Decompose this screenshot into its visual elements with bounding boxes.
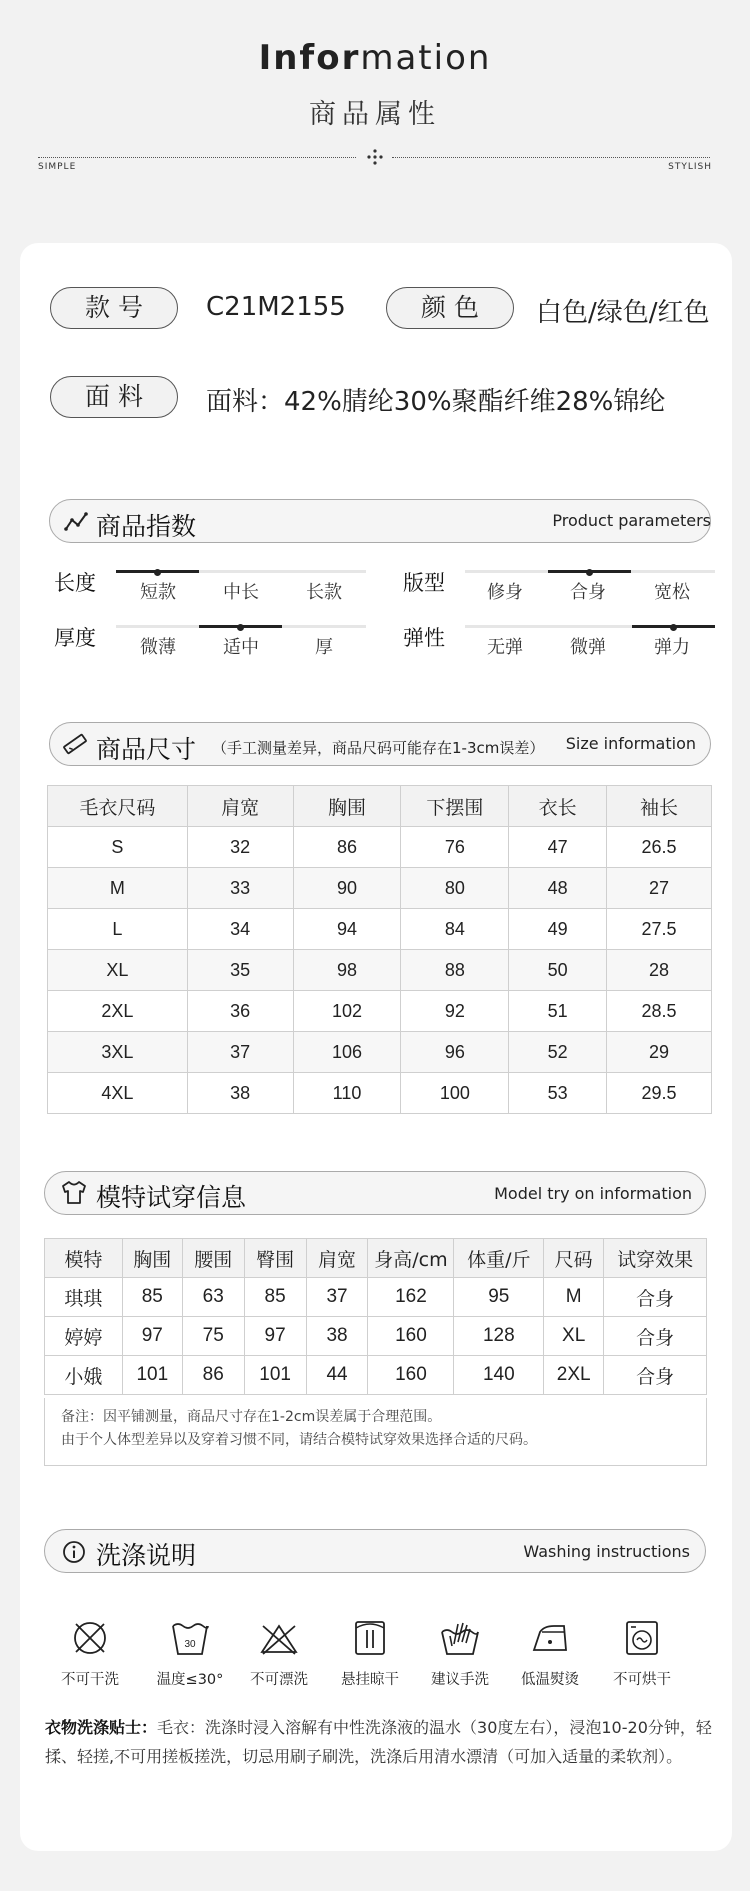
table-cell: 35 <box>187 950 293 991</box>
table-cell: 合身 <box>604 1278 707 1317</box>
size-header-cell: 下摆围 <box>401 786 509 827</box>
table-cell: 44 <box>306 1356 368 1395</box>
divider-left <box>38 157 356 158</box>
table-row <box>48 950 712 991</box>
table-cell: 4XL <box>48 1073 188 1114</box>
table-cell: 51 <box>509 991 607 1032</box>
thickness-option: 适中 <box>223 637 259 658</box>
table-cell: 85 <box>244 1278 306 1317</box>
washing-tips <box>45 1713 725 1771</box>
fit-marker <box>586 569 593 576</box>
table-header-row <box>45 1239 707 1278</box>
table-row <box>48 1073 712 1114</box>
table-row <box>48 991 712 1032</box>
table-row <box>45 1317 707 1356</box>
table-row <box>45 1278 707 1317</box>
page-subtitle: 商品属性 <box>309 99 441 130</box>
shirt-icon <box>60 1180 88 1206</box>
table-cell: 85 <box>122 1278 182 1317</box>
table-cell: 92 <box>401 991 509 1032</box>
table-cell: 80 <box>401 868 509 909</box>
table-cell: 47 <box>509 827 607 868</box>
table-cell: 37 <box>187 1032 293 1073</box>
table-header-row <box>48 786 712 827</box>
hang-dry-icon <box>348 1618 392 1658</box>
size-note: （手工测量差异，商品尺码可能存在1-3cm误差） <box>212 739 545 757</box>
table-cell: 2XL <box>48 991 188 1032</box>
wash-item <box>505 1618 595 1689</box>
washing-tips-text: 毛衣：洗涤时浸入溶解有中性洗涤液的温水（30度左右），浸泡10-20分钟，轻揉、轻搓,不可用搓板搓洗，切忌用刷子刷洗，洗涤后用清水漂清（可加入适量的柔软剂）。 <box>45 1718 712 1766</box>
thickness-marker <box>237 624 244 631</box>
wash-item <box>145 1618 235 1689</box>
elasticity-option: 无弹 <box>487 637 523 658</box>
table-row <box>45 1356 707 1395</box>
wash-temp-text: 30 <box>184 1639 196 1650</box>
wash-label: 低温熨烫 <box>521 1672 579 1688</box>
table-row <box>48 1032 712 1073</box>
model-note <box>44 1398 707 1466</box>
length-option: 短款 <box>140 582 176 603</box>
table-cell: 28 <box>607 950 712 991</box>
table-cell: 27 <box>607 868 712 909</box>
model-header-cell: 胸围 <box>122 1239 182 1278</box>
table-cell: 76 <box>401 827 509 868</box>
color-value: 白色/绿色/红色 <box>536 298 710 328</box>
wash-label: 温度≤30° <box>156 1672 224 1688</box>
table-cell: 婷婷 <box>45 1317 123 1356</box>
table-cell: 97 <box>244 1317 306 1356</box>
wash-label: 不可烘干 <box>613 1672 671 1688</box>
size-title: 商品尺寸 <box>96 735 197 764</box>
length-label: 长度 <box>54 571 96 595</box>
table-cell: 2XL <box>544 1356 604 1395</box>
page-title: Information <box>258 38 492 78</box>
table-cell: 102 <box>293 991 401 1032</box>
length-option: 中长 <box>223 582 259 603</box>
table-cell: 29.5 <box>607 1073 712 1114</box>
model-header-cell: 体重/斤 <box>454 1239 544 1278</box>
table-cell: 3XL <box>48 1032 188 1073</box>
wash-label: 悬挂晾干 <box>341 1672 399 1688</box>
table-cell: L <box>48 909 188 950</box>
wash-item <box>234 1618 324 1689</box>
table-cell: 160 <box>368 1317 454 1356</box>
table-cell: 52 <box>509 1032 607 1073</box>
ruler-icon <box>62 732 88 756</box>
style-number-label: 款号 <box>50 287 178 329</box>
table-cell: M <box>544 1278 604 1317</box>
size-header-cell: 毛衣尺码 <box>48 786 188 827</box>
model-header-cell: 身高/cm <box>368 1239 454 1278</box>
simple-tag: SIMPLE <box>38 162 77 172</box>
table-cell: S <box>48 827 188 868</box>
model-header-cell: 尺码 <box>544 1239 604 1278</box>
table-cell: 48 <box>509 868 607 909</box>
model-note-line: 由于个人体型差异以及穿着习惯不同，请结合模特试穿效果选择合适的尺码。 <box>61 1432 537 1448</box>
table-cell: 95 <box>454 1278 544 1317</box>
model-header-cell: 臀围 <box>244 1239 306 1278</box>
low-iron-icon <box>528 1618 572 1658</box>
wash-item <box>597 1618 687 1689</box>
table-row <box>48 827 712 868</box>
table-cell: 合身 <box>604 1317 707 1356</box>
params-title: 商品指数 <box>96 512 197 541</box>
elasticity-option: 弹力 <box>654 637 690 658</box>
table-cell: 26.5 <box>607 827 712 868</box>
table-cell: 140 <box>454 1356 544 1395</box>
table-cell: 110 <box>293 1073 401 1114</box>
cross-ornament-icon <box>366 148 384 166</box>
washing-title: 洗涤说明 <box>96 1541 197 1570</box>
table-cell: 160 <box>368 1356 454 1395</box>
model-header-cell: 试穿效果 <box>604 1239 707 1278</box>
divider-right <box>392 157 710 158</box>
wash-label: 不可漂洗 <box>250 1672 308 1688</box>
model-title-en: Model try on information <box>494 1184 692 1203</box>
style-number-value: C21M2155 <box>206 292 346 322</box>
table-cell: 162 <box>368 1278 454 1317</box>
size-header-cell: 袖长 <box>607 786 712 827</box>
washing-tips-label: 衣物洗涤贴士： <box>45 1718 158 1737</box>
table-cell: 88 <box>401 950 509 991</box>
stylish-tag: STYLISH <box>668 162 712 172</box>
table-cell: 53 <box>509 1073 607 1114</box>
table-cell: 33 <box>187 868 293 909</box>
thickness-option: 微薄 <box>140 637 176 658</box>
table-cell: 合身 <box>604 1356 707 1395</box>
table-cell: 37 <box>306 1278 368 1317</box>
size-header-cell: 肩宽 <box>187 786 293 827</box>
fabric-value: 面料：42%腈纶30%聚酯纤维28%锦纶 <box>206 387 666 417</box>
fit-option: 合身 <box>570 582 606 603</box>
wash-item <box>325 1618 415 1689</box>
length-option: 长款 <box>306 582 342 603</box>
table-cell: 63 <box>182 1278 244 1317</box>
thickness-label: 厚度 <box>54 626 96 650</box>
elasticity-marker <box>670 624 677 631</box>
table-row <box>48 868 712 909</box>
table-cell: XL <box>544 1317 604 1356</box>
table-cell: 29 <box>607 1032 712 1073</box>
table-cell: 106 <box>293 1032 401 1073</box>
table-cell: 32 <box>187 827 293 868</box>
table-cell: 86 <box>182 1356 244 1395</box>
fit-option: 修身 <box>487 582 523 603</box>
table-cell: 96 <box>401 1032 509 1073</box>
no-bleach-icon <box>257 1618 301 1658</box>
table-cell: 38 <box>187 1073 293 1114</box>
model-title: 模特试穿信息 <box>96 1183 247 1212</box>
fit-label: 版型 <box>403 571 445 595</box>
fit-option: 宽松 <box>654 582 690 603</box>
model-header-cell: 腰围 <box>182 1239 244 1278</box>
wash-label: 建议手洗 <box>431 1672 489 1688</box>
elasticity-label: 弹性 <box>403 626 445 650</box>
table-cell: 97 <box>122 1317 182 1356</box>
length-marker <box>154 569 161 576</box>
model-header-cell: 模特 <box>45 1239 123 1278</box>
table-cell: 90 <box>293 868 401 909</box>
info-icon <box>62 1540 86 1564</box>
table-cell: 101 <box>244 1356 306 1395</box>
table-row <box>48 909 712 950</box>
trend-line-icon <box>64 511 88 533</box>
table-cell: 琪琪 <box>45 1278 123 1317</box>
table-cell: 34 <box>187 909 293 950</box>
table-cell: 49 <box>509 909 607 950</box>
table-cell: 128 <box>454 1317 544 1356</box>
table-cell: 75 <box>182 1317 244 1356</box>
table-cell: 50 <box>509 950 607 991</box>
no-dry-clean-icon <box>68 1618 112 1658</box>
table-cell: 28.5 <box>607 991 712 1032</box>
wash-30-icon <box>168 1618 212 1658</box>
thickness-option: 厚 <box>315 637 333 658</box>
table-cell: M <box>48 868 188 909</box>
table-cell: 100 <box>401 1073 509 1114</box>
model-header-cell: 肩宽 <box>306 1239 368 1278</box>
wash-item <box>415 1618 505 1689</box>
table-cell: 94 <box>293 909 401 950</box>
table-cell: 84 <box>401 909 509 950</box>
model-note-line: 备注：因平铺测量，商品尺寸存在1-2cm误差属于合理范围。 <box>61 1409 442 1425</box>
table-cell: 小娥 <box>45 1356 123 1395</box>
model-table <box>44 1238 707 1395</box>
hand-wash-icon <box>438 1618 482 1658</box>
fabric-label: 面料 <box>50 376 178 418</box>
table-cell: 101 <box>122 1356 182 1395</box>
elasticity-option: 微弹 <box>570 637 606 658</box>
table-cell: 27.5 <box>607 909 712 950</box>
color-label: 颜色 <box>386 287 514 329</box>
params-title-en: Product parameters <box>552 511 711 530</box>
no-tumble-dry-icon <box>620 1618 664 1658</box>
table-cell: XL <box>48 950 188 991</box>
size-header-cell: 衣长 <box>509 786 607 827</box>
size-title-en: Size information <box>565 734 696 753</box>
washing-title-en: Washing instructions <box>523 1542 690 1561</box>
table-cell: 38 <box>306 1317 368 1356</box>
size-table <box>47 785 712 1114</box>
table-cell: 36 <box>187 991 293 1032</box>
wash-label: 不可干洗 <box>61 1672 119 1688</box>
table-cell: 86 <box>293 827 401 868</box>
size-header-cell: 胸围 <box>293 786 401 827</box>
table-cell: 98 <box>293 950 401 991</box>
wash-item <box>45 1618 135 1689</box>
